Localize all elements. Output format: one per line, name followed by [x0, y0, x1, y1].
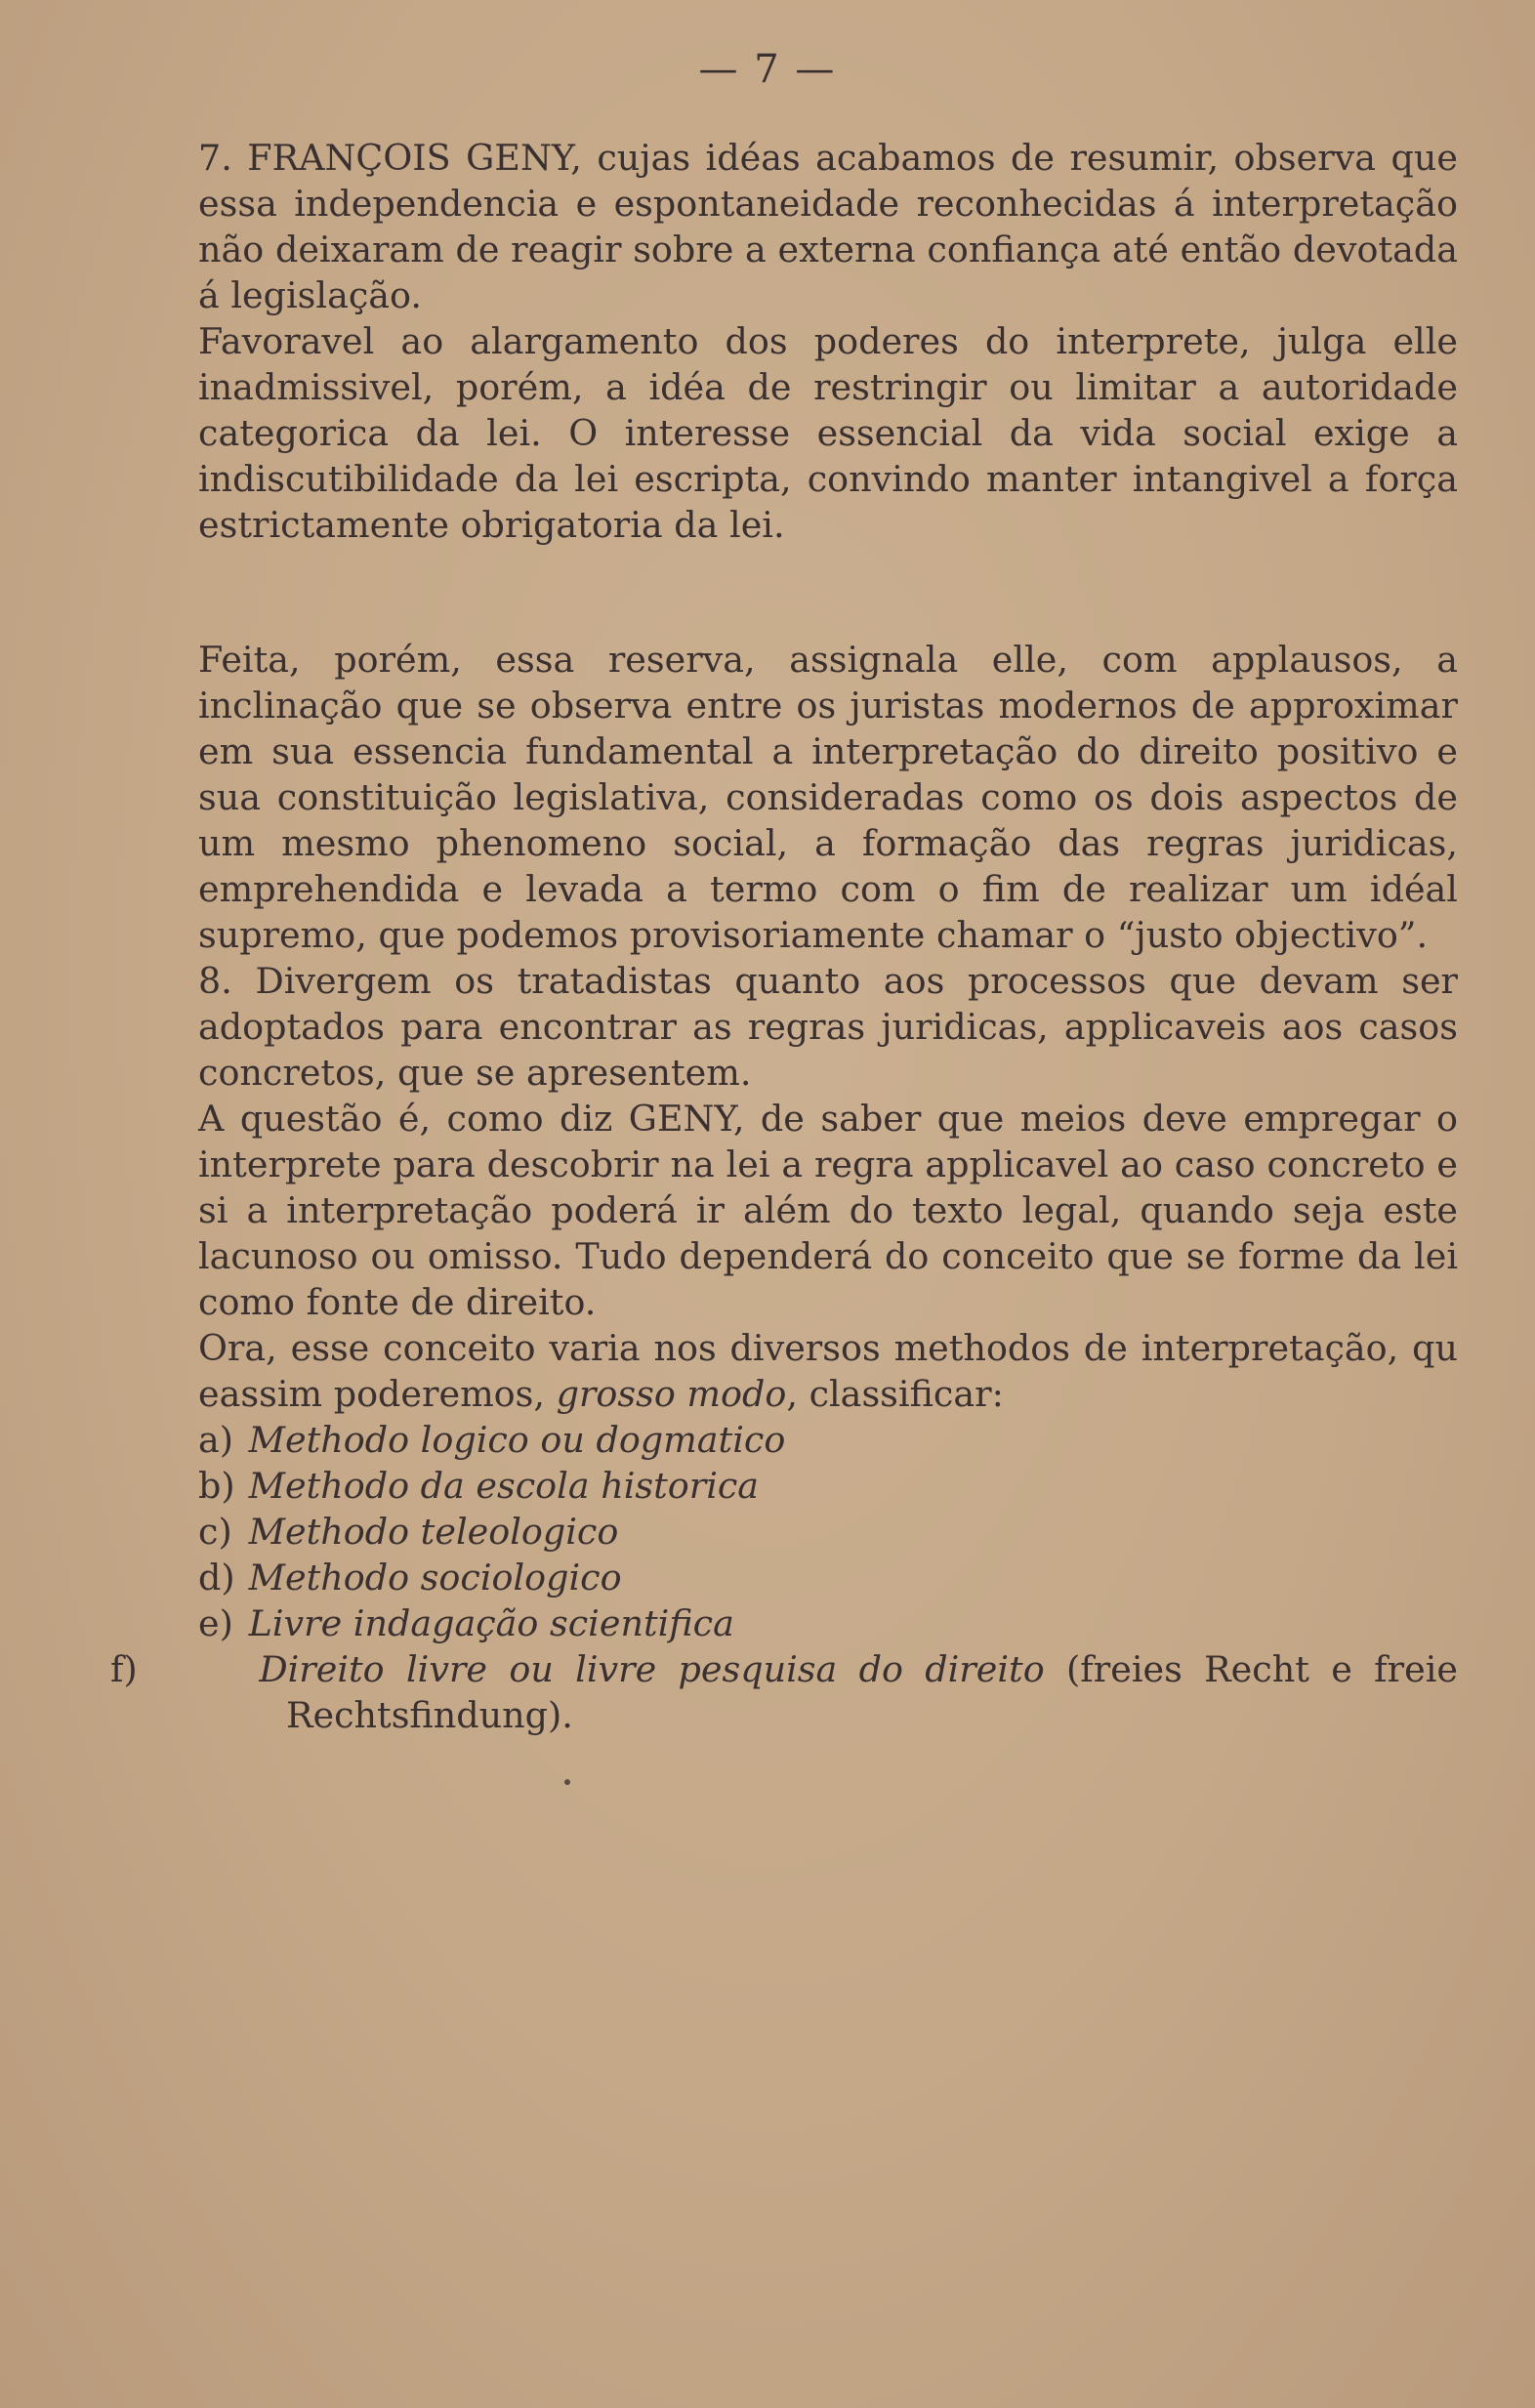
- section-8-paragraph-3: [198, 1325, 1458, 1417]
- section-8-p3-before: Ora, esse conceito varia nos diversos methodos de interpretação, qu eassim poderemos,: [198, 1327, 1458, 1415]
- methods-list: [110, 1417, 1458, 1738]
- section-8-p3-italic: grosso modo: [556, 1373, 787, 1415]
- method-label: Methodo teleologico: [248, 1511, 619, 1553]
- section-8-paragraph-1: 8. Divergem os tratadistas quanto aos processos que devam ser adoptados para encontrar as regras juridicas, applicaveis aos casos concretos, que se apresentem.: [198, 960, 1458, 1094]
- method-item-e: [198, 1600, 1458, 1646]
- method-marker: b): [198, 1465, 235, 1507]
- section-8-paragraph-2: A questão é, como diz GENY, de saber que meios deve empregar o interprete para descobrir na lei a regra applicavel ao caso concreto e si a interpretação poderá ir além do texto legal, quando seja este lacunoso ou omisso. Tudo dependerá do conceito que se forme da lei como fonte de direito.: [198, 1098, 1458, 1323]
- method-suffix: (freies Recht e freie Rechtsfindung).: [286, 1648, 1458, 1736]
- section-7-paragraph-2: Favoravel ao alargamento dos poderes do interprete, julga elle inadmissivel, porém, a idéa de restringir ou limitar a autoridade categorica da lei. O interesse essencial da vida social exige a indiscutibilidade da lei escripta, convindo manter intangivel a força estrictamente obrigatoria da lei.: [198, 320, 1458, 546]
- method-marker: c): [198, 1511, 232, 1553]
- section-7-top: [198, 135, 1458, 548]
- section-8-p3-after: , classificar:: [786, 1373, 1004, 1415]
- method-item-b: [198, 1463, 1458, 1509]
- method-marker: e): [198, 1602, 233, 1644]
- method-item-f: [110, 1646, 1458, 1738]
- method-label: Methodo sociologico: [248, 1557, 622, 1598]
- method-item-a: [198, 1417, 1458, 1463]
- method-item-c: [198, 1509, 1458, 1555]
- method-label: Direito livre ou livre pesquisa do direito: [259, 1648, 1045, 1690]
- section-7-paragraph-1: 7. FRANÇOIS GENY, cujas idéas acabamos de resumir, observa que essa independencia e espontaneidade reconhecidas á interpretação não deixaram de reagir sobre a externa confiança até então devotada á legislação.: [198, 137, 1458, 316]
- method-label: Methodo da escola historica: [248, 1465, 760, 1507]
- method-label: Methodo logico ou dogmatico: [248, 1419, 786, 1461]
- method-marker: f): [110, 1648, 138, 1690]
- method-marker: a): [198, 1419, 234, 1461]
- method-item-d: [198, 1555, 1458, 1600]
- method-label: Livre indagação scientifica: [248, 1602, 734, 1644]
- ink-speck: [564, 1779, 570, 1785]
- section-7-paragraph-3: Feita, porém, essa reserva, assignala elle, com applausos, a inclinação que se observa entre os juristas modernos de approximar em sua essencia fundamental a interpretação do direito positivo e sua constituição legislativa, consideradas como os dois aspectos de um mesmo phenomeno social, a formação das regras juridicas, emprehendida e levada a termo com o fim de realizar um idéal supremo, que podemos provisoriamente chamar o “justo objectivo”.: [198, 639, 1458, 956]
- section-7-continued: [110, 637, 1458, 1738]
- page-number: — 7 —: [698, 47, 837, 92]
- method-marker: d): [198, 1557, 235, 1598]
